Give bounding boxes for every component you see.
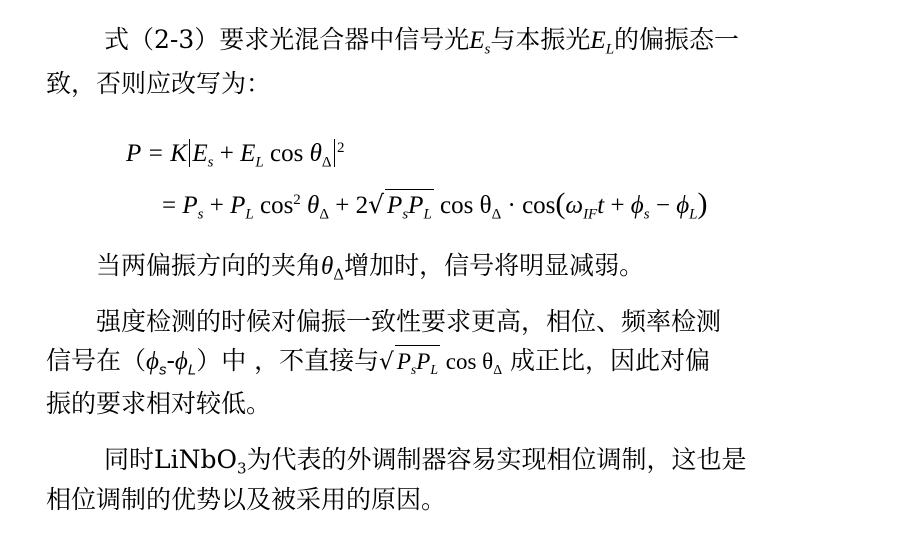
text: 的偏振态一 [614,25,740,54]
eq-op: + 2 [328,192,369,219]
eq-symbol: θ [309,140,322,167]
eq-sub: Δ [321,154,332,171]
eq-sub: L [689,206,698,223]
eq-symbol: P [230,192,246,219]
eq-op: = [162,192,183,219]
symbol-phi-L: ϕ [174,348,188,375]
eq-symbol: ω [565,192,584,219]
symbol-phi-s: ϕ [146,348,159,375]
text: 为代表的外调制器容易实现相位调制，这也是 [246,445,747,474]
eq-sub: s [643,206,650,223]
eq-sub: IF [583,206,598,223]
eq-symbol: P [387,192,403,219]
subscript: L [187,361,197,379]
eq-symbol: E [240,140,256,167]
eq-symbol: P [396,349,411,374]
eq-lhs: P = K [126,140,187,167]
text: 式（2-3）要求光混合器中信号光 [104,25,470,54]
text: 强度检测的时候对偏振一致性要求更高，相位、频率检测 [96,307,722,336]
subscript: 3 [236,459,247,478]
eq-func: · cos [501,192,556,219]
sqrt-sign: √ [379,349,394,375]
inline-equation [379,349,503,377]
equation-line-2 [162,184,708,230]
sqrt-content [385,189,434,230]
paragraph-3-line-1 [96,306,721,338]
eq-op: + [213,140,241,167]
abs-bar-left [189,139,191,167]
eq-sub: L [423,206,432,223]
paragraph-3-line-3 [46,388,271,420]
eq-sub: s [197,206,204,223]
eq-power: 2 [293,192,301,208]
eq-op: − [649,192,677,219]
paragraph-1-line-1 [104,24,739,65]
symbol-theta: θ [321,253,334,280]
text: 相位调制的优势以及被采用的原因。 [46,485,447,514]
eq-paren: ( [555,187,566,220]
paragraph-3-line-2 [46,345,710,386]
text: 信号在（ [46,346,147,375]
eq-symbol: θ [300,192,320,219]
eq-sub: s [207,154,214,171]
sqrt-sign: √ [368,190,385,219]
eq-symbol: P [182,192,198,219]
eq-symbol: t [597,192,605,219]
text: - [166,346,175,375]
eq-op: + [203,192,231,219]
subscript: L [605,41,615,58]
text: ）中 ，不直接与 [196,346,380,375]
symbol-EL: E [590,27,606,54]
paragraph-1-line-2 [46,68,271,100]
eq-paren: ) [697,187,708,220]
paragraph-4-line-1 [104,444,747,484]
eq-symbol: P [408,192,424,219]
eq-sub: Δ [493,361,503,377]
text: 成正比，因此对偏 [502,346,711,375]
text: 致，否则应改写为： [46,69,272,98]
text: 增加时，信号将明显减弱。 [344,251,645,280]
eq-func: cos θ [440,349,494,374]
eq-symbol: ϕ [676,192,690,219]
paragraph-2-line-1 [96,250,644,290]
equation-line-1 [126,132,345,178]
text: 同时LiNbO [104,445,237,474]
text: 振的要求相对较低。 [46,389,272,418]
eq-func: cos [253,192,294,219]
subscript: s [158,361,167,379]
abs-bar-right [334,139,336,167]
eq-symbol: E [192,140,208,167]
eq-sub: Δ [319,206,329,223]
eq-sub: L [430,361,439,377]
eq-func: cos [263,140,310,167]
eq-sub: Δ [491,206,502,223]
eq-op: + [604,192,631,219]
eq-sub: s [410,361,417,377]
paragraph-4-line-2 [46,484,446,516]
eq-sub: s [402,206,409,223]
eq-symbol: P [416,349,431,374]
eq-sub: L [255,154,264,171]
sqrt-content [395,345,440,386]
text: 与本振光 [490,25,591,54]
eq-sub: L [245,206,254,223]
subscript: s [484,41,491,58]
eq-symbol: ϕ [630,192,644,219]
eq-power: 2 [337,140,345,156]
eq-func: cos θ [433,192,492,219]
symbol-Es: E [469,27,485,54]
text: 当两偏振方向的夹角 [96,251,322,280]
subscript: Δ [333,265,345,284]
